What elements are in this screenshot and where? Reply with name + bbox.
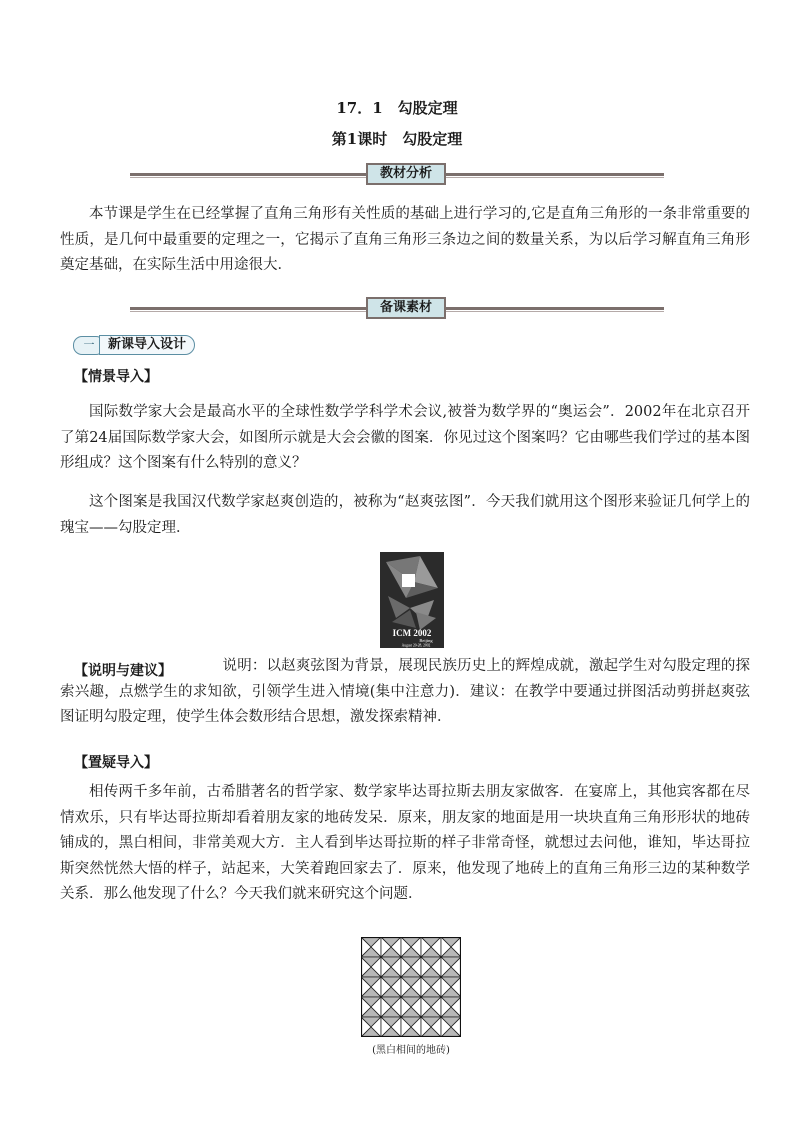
page-subtitle: 第1课时 勾股定理 bbox=[331, 130, 463, 148]
tag-number: 一 bbox=[73, 336, 105, 355]
scene-intro-paragraph-2: 这个图案是我国汉代数学家赵爽创造的，被称为“赵爽弦图”．今天我们就用这个图形来验证几何学上的瑰宝——勾股定理． bbox=[60, 494, 750, 536]
logo-title-text: ICM 2002 bbox=[392, 628, 432, 638]
section-label: 备课素材 bbox=[366, 297, 446, 319]
scene-intro-paragraph-1: 国际数学家大会是最高水平的全球性数学学科学术会议,被誉为数学界的“奥运会”．2002年在北京召开了第24届国际数学家大会，如图所示就是大会会徽的图案．你见过这个图案吗？它由哪些我们学过的基本图形组成？这个图案有什么特别的意义？ bbox=[60, 404, 750, 471]
tag-label: 新课导入设计 bbox=[99, 335, 195, 355]
tile-caption: (黑白相间的地砖) bbox=[372, 1045, 450, 1056]
logo-city-text: Beijing bbox=[419, 638, 433, 643]
logo-date-text: August 20-28, 2002 bbox=[401, 643, 431, 648]
note-paragraph: 说明：以赵爽弦图为背景，展现民族历史上的辉煌成就，激起学生对勾股定理的探索兴趣，点燃学生的求知欲，引领学生进入情境(集中注意力)．建议：在教学中要通过拼图活动剪拼赵爽弦图证明勾股定理，使学生体会数形结合思想，激发探索精神． bbox=[60, 658, 750, 725]
analysis-paragraph: 本节课是学生在已经掌握了直角三角形有关性质的基础上进行学习的,它是直角三角形的一条非常重要的性质，是几何中最重要的定理之一，它揭示了直角三角形三条边之间的数量关系，为以后学习解直角三角形奠定基础，在实际生活中用途很大． bbox=[60, 206, 750, 273]
floor-tile-pattern-image bbox=[361, 937, 461, 1037]
section-header-analysis bbox=[130, 163, 664, 183]
section-header-materials bbox=[130, 297, 664, 317]
doubt-intro-heading: 【置疑导入】 bbox=[74, 755, 158, 771]
doubt-intro-paragraph: 相传两千多年前，古希腊著名的哲学家、数学家毕达哥拉斯去朋友家做客．在宴席上，其他宾客都在尽情欢乐，只有毕达哥拉斯却看着朋友家的地砖发呆．原来，朋友家的地面是用一块块直角三角形形状的地砖铺成的，黑白相间，非常美观大方．主人看到毕达哥拉斯的样子非常奇怪，就想过去问他，谁知，毕达哥拉斯突然恍然大悟的样子，站起来，大笑着跑回家去了．原来，他发现了地砖上的直角三角形三边的某种数学关系．那么他发现了什么？今天我们就来研究这个问题． bbox=[60, 784, 750, 902]
icm-2002-logo-image bbox=[380, 552, 444, 648]
page-title: 17．1 勾股定理 bbox=[336, 99, 458, 117]
section-label: 教材分析 bbox=[366, 163, 446, 185]
scene-intro-heading: 【情景导入】 bbox=[74, 369, 158, 385]
note-heading: 【说明与建议】 bbox=[74, 663, 172, 679]
